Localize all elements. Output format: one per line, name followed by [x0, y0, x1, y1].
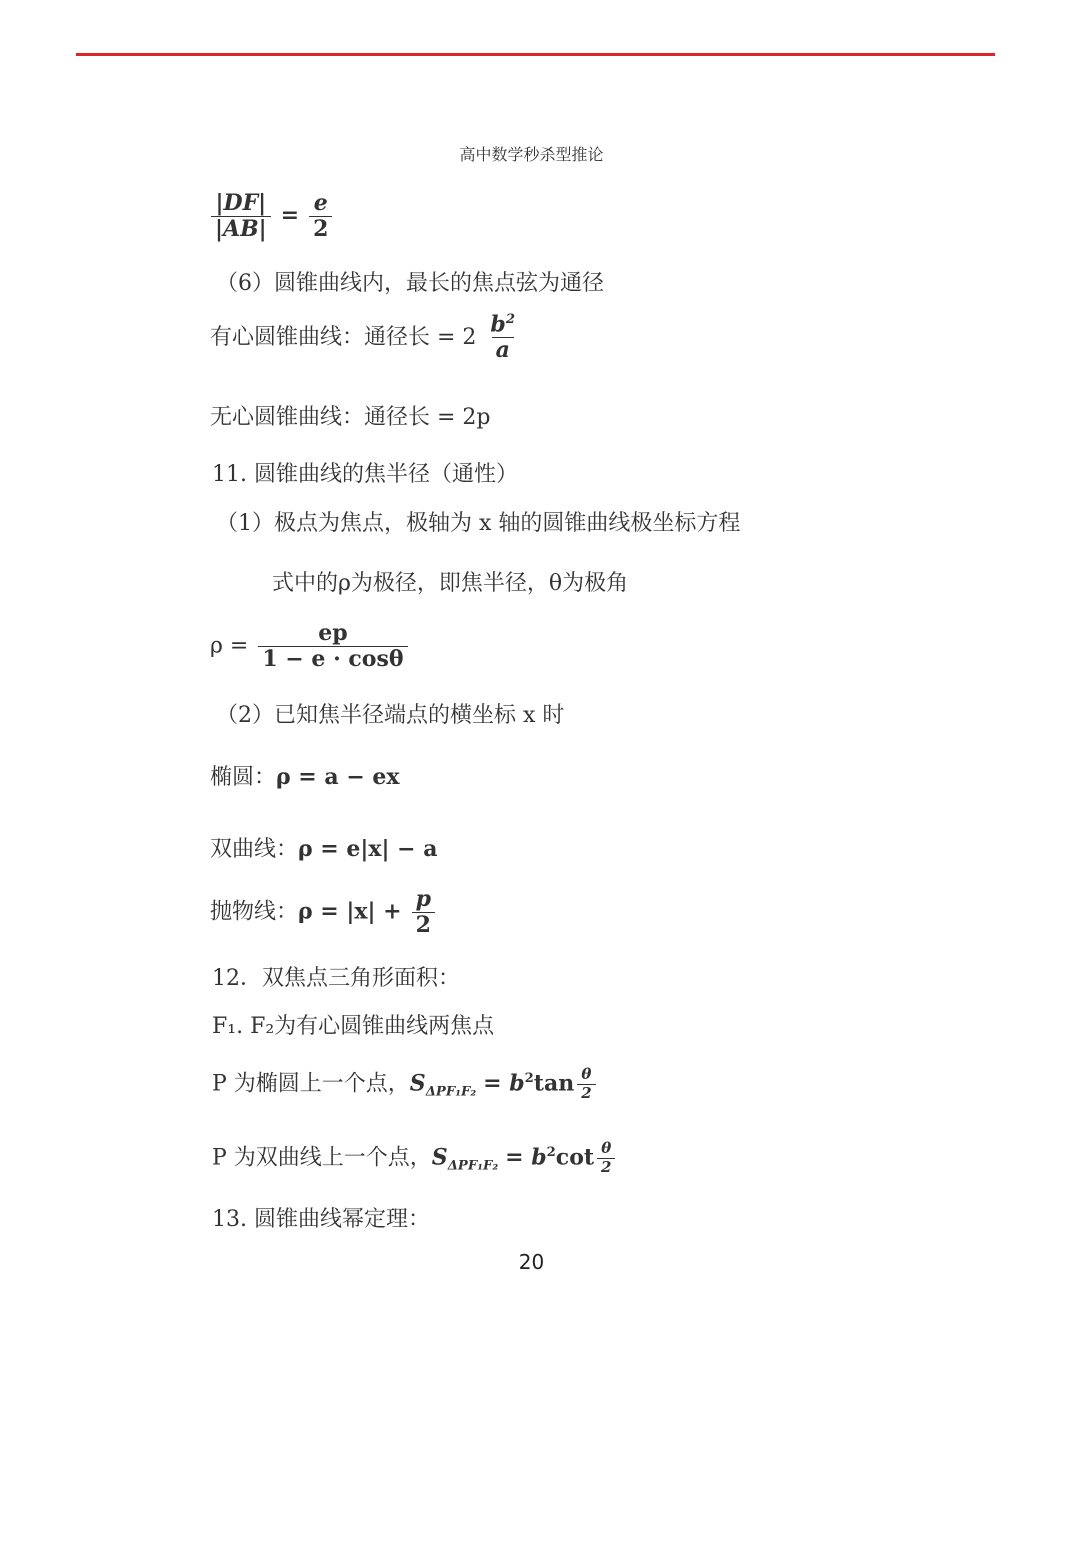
- ellipse-area-fraction: [577, 1067, 595, 1102]
- ellipse-area-eq: = b: [483, 1070, 525, 1097]
- hyperbola-theta: θ: [601, 1139, 612, 1158]
- ellipse-two: 2: [577, 1084, 595, 1102]
- hyperbola-expression: ρ = e|x| − a: [298, 836, 438, 862]
- hyperbola-label: 双曲线：: [210, 837, 299, 862]
- hyperbola-two: 2: [597, 1158, 615, 1176]
- section-12-foci: F₁. F₂为有心圆锥曲线两焦点: [212, 1014, 495, 1039]
- polar-denominator: 1 − e · cosθ: [258, 646, 407, 671]
- hyperbola-area-text: P 为双曲线上一个点，: [212, 1145, 432, 1171]
- central-fraction: [486, 313, 519, 363]
- hyperbola-formula: [210, 834, 438, 865]
- hyperbola-area-S: S: [431, 1144, 448, 1171]
- ratio-rhs-denominator: 2: [309, 216, 332, 241]
- section-11-item-2: （2）已知焦半径端点的横坐标 x 时: [216, 703, 565, 728]
- section-11-note: 式中的ρ为极径，即焦半径，θ为极角: [272, 571, 629, 596]
- ellipse-formula: [210, 762, 400, 793]
- central-conic-formula: [210, 313, 522, 363]
- ratio-formula: $\frac{|DF|}{|AB|}$ = $\frac{e}{2}$: [208, 192, 335, 241]
- parabola-denominator: 2: [412, 912, 435, 937]
- page-number: 20: [518, 1250, 545, 1274]
- ellipse-theta: θ: [581, 1065, 592, 1084]
- hyperbola-area-eq: = b: [505, 1144, 547, 1171]
- hyperbola-area-formula: [212, 1138, 618, 1182]
- ellipse-area-fn: tan: [533, 1070, 575, 1097]
- hyperbola-area-fn: cot: [555, 1144, 595, 1171]
- section-12-heading: 12．双焦点三角形面积：: [212, 966, 460, 991]
- hyperbola-area-subscript: ΔPF₁F₂: [447, 1158, 499, 1174]
- polar-equation: [210, 622, 411, 671]
- central-superscript: 2: [505, 312, 515, 327]
- ellipse-area-subscript: ΔPF₁F₂: [425, 1084, 477, 1100]
- hyperbola-area-sup: 2: [546, 1145, 556, 1160]
- header-rule: [76, 53, 995, 56]
- ratio-lhs-fraction: [211, 192, 271, 241]
- central-conic-label: 有心圆锥曲线：通径长 = 2: [210, 324, 477, 350]
- parabola-numerator: p: [415, 886, 432, 912]
- hyperbola-area-fraction: [597, 1141, 615, 1176]
- noncentral-conic-formula: 无心圆锥曲线：通径长 = 2p: [210, 405, 491, 430]
- ratio-rhs-numerator: e: [313, 190, 328, 216]
- parabola-label: 抛物线：: [210, 899, 299, 925]
- polar-fraction: [258, 622, 407, 671]
- item-6-text: （6）圆锥曲线内，最长的焦点弦为通径: [216, 271, 604, 296]
- section-11-item-1: （1）极点为焦点，极轴为 x 轴的圆锥曲线极坐标方程: [216, 511, 741, 536]
- section-11-heading: 11. 圆锥曲线的焦半径（通性）: [212, 462, 518, 487]
- ellipse-area-sup: 2: [524, 1071, 534, 1086]
- section-13-heading: 13. 圆锥曲线幂定理：: [212, 1207, 430, 1232]
- ellipse-expression: ρ = a − ex: [276, 764, 400, 790]
- polar-lhs: ρ =: [210, 633, 249, 659]
- page-header-title: 高中数学秒杀型推论: [459, 145, 604, 164]
- polar-numerator: ep: [318, 620, 348, 646]
- central-denominator: a: [492, 337, 514, 362]
- ellipse-area-formula: [212, 1064, 599, 1108]
- ratio-denominator: |AB|: [211, 216, 271, 241]
- ratio-numerator: |DF|: [215, 190, 267, 216]
- ellipse-area-text: P 为椭圆上一个点，: [212, 1071, 410, 1097]
- ellipse-area-S: S: [409, 1070, 426, 1097]
- parabola-fraction: [412, 888, 435, 937]
- ratio-rhs-fraction: [309, 192, 332, 241]
- parabola-formula: [210, 888, 438, 937]
- central-numerator: b: [490, 311, 506, 338]
- ellipse-label: 椭圆：: [210, 765, 277, 790]
- parabola-expression: ρ = |x| +: [298, 898, 402, 925]
